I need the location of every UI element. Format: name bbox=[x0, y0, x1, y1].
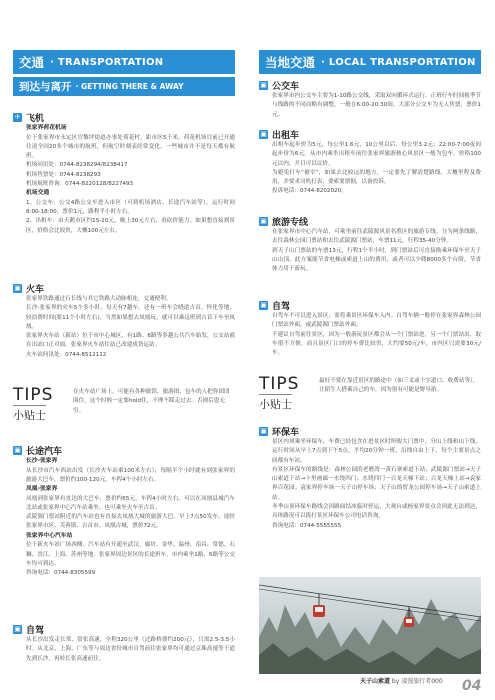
city-bus-title: 公交车 bbox=[272, 81, 300, 92]
left-column bbox=[13, 50, 235, 96]
photo-caption-title: 天子山索道 bbox=[360, 678, 391, 685]
tips-badge bbox=[13, 386, 73, 423]
tips-word: TIPS bbox=[259, 374, 300, 394]
local-drive-title: 自驾 bbox=[272, 301, 291, 312]
eco-bus-phone: 咨询电话：0744-5555555 bbox=[272, 522, 342, 529]
airport-phone-hotline: 机场航班咨询：0744-8220128/8227493 bbox=[26, 180, 134, 187]
tour-line-title: 旅游专线 bbox=[272, 217, 309, 228]
eco-bus-desc-3: 冬季山顶环保车路线会因路面结冰临时停运，大观台或杨家界景点会因此无法到达，具体路况可以拨打景区环保车公司电话咨询。 bbox=[272, 504, 481, 520]
photo-caption bbox=[360, 676, 443, 685]
subbanner-title-cn: 到达与离开 bbox=[19, 81, 72, 93]
taxi-desc-2: 为避免打车“被宰”，如果去比较远的地方，一定要先了解清楚路线、大概里程及费用，并要求司机打表，要索要票据，以备投诉。 bbox=[272, 169, 481, 186]
airport-name: 张家界荷花机场 bbox=[26, 125, 67, 131]
local-drive-desc-2: 不建议自驾前往景区，因为一般游玩景区都会从一个门票站进，另一个门票站出，取车很不方便。而且景区门口的停车费比较贵，大约要50元/车，市内区只需要30元/车。 bbox=[272, 331, 481, 357]
banner-title-en: · TRANSPORTATION bbox=[50, 56, 164, 68]
tips-cn: 小贴士 bbox=[13, 405, 46, 423]
train-icon: ▣ bbox=[14, 283, 21, 292]
local-drive-desc-1: 自驾车不可以进入景区，需将乘景区环保车入内。自驾车辆一般停在张家界森林公园门票站外面，或武陵源门票站外面。 bbox=[272, 313, 481, 329]
long-bus-section bbox=[13, 443, 235, 578]
route-fenghuang: 凤凰-张家界 bbox=[26, 486, 58, 493]
eco-bus-title: 环保车 bbox=[272, 427, 300, 438]
central-bus-phone: 咨询电话：0744-8305599 bbox=[26, 570, 96, 577]
tour-line-desc-1: 在张家界市中心汽车站，可乘坐前往武陵源风景名胜区的旅游专线。分为两条线路，去往森林公园门票站和去往武陵源门票站，车票11元，行程35-40分钟。 bbox=[272, 229, 481, 245]
flight-section bbox=[13, 110, 235, 236]
drive-section bbox=[13, 622, 235, 664]
transportation-banner bbox=[13, 50, 235, 74]
tour-line-section bbox=[259, 214, 481, 274]
flight-heading bbox=[13, 110, 235, 124]
right-column bbox=[259, 50, 481, 74]
tips-text: 在火车站广场上，可能有各种旅馆、旅游团、包车的人把你团团围住，这个时候一定要hold住，不理不睬走过去。否则后患无穷。 bbox=[73, 389, 230, 414]
eco-bus-desc-2: 有景区环保车的路线是：森林公园的老磨湾一黄石寨索道下站；武陵源门票站→天子山索道下站→十里画廊一水绕四门；水绕四门一百龙天梯下站；百龙天梯上站→袁家界百花园；袁家界停车场一天子山停车场；天子山的贺龙公园停车场→天子山索道上站。 bbox=[272, 466, 481, 501]
train-title: 火车 bbox=[26, 284, 45, 295]
flight-title: 飞机 bbox=[26, 113, 45, 124]
local-banner-cn: 当地交通 bbox=[265, 55, 316, 70]
eco-bus-desc-1: 景区内须乘坐环保车，车费已经包含在进景区时所购大门票中，分山上线和山下线，运行时间从早上7点到下午5点，平均20分钟一班，沿线自由上下，每个主要景点之间都有车站。 bbox=[272, 439, 481, 464]
subbanner-title-en: · GETTING THERE & AWAY bbox=[75, 82, 184, 91]
train-desc-1: 张家界铁路通过石长线与其它铁路大动脉相连，交通便利。 bbox=[26, 296, 172, 302]
airport-bus: 1、公交车：公交4路公交车进入市区（可到机场酒店、长途汽车站等），运行时间8:00-18:00，票价1元，路程半小时左右。 bbox=[26, 199, 235, 216]
taxi-complaint-phone: 投诉电话：0744-8202020。 bbox=[272, 188, 347, 195]
tour-line-desc-2: 到天子山门票站的车票13元，行程1个半小时，到门票站后可直接换乘环保车至天子山山顶。此方案能节省电梯或索道上山的费用，或者可以少爬8000多个台阶，节省体力用于游玩。 bbox=[272, 247, 481, 273]
eco-bus-heading bbox=[259, 424, 481, 438]
taxi-title: 出租车 bbox=[272, 130, 300, 141]
cable-car-photo bbox=[259, 577, 481, 674]
banner-title-cn: 交通 bbox=[19, 55, 45, 70]
route-wulingyuan-desc: 武陵源门票站附近的汽车站也有直接去凤凰大城的旅游大巴，早上7点50发车，途经张家界市区、芙蓉镇、吉首市、凤凰古城，票价72元。 bbox=[26, 514, 235, 530]
eco-bus-section bbox=[259, 424, 481, 531]
central-bus-station: 张家界中心汽车站 bbox=[26, 532, 73, 539]
airport-phone-ask: 机场问讯处：0744-8238294/8238417 bbox=[26, 162, 128, 169]
central-bus-desc: 位于新火车站广场西侧。汽车站有开通至武汉、廊坊、金华、温州、南昌、常德、石狮、晋江、上海、苏州等地。张家界周边景区的长途班车，市内乘坐1路、6路等公交车均可到达。 bbox=[26, 542, 235, 567]
airport-transport-title: 机场交通 bbox=[26, 190, 50, 197]
getting-there-banner bbox=[13, 77, 235, 96]
long-bus-heading bbox=[13, 443, 235, 457]
route-fenghuang-desc: 凤凰到张家界有直达的大巴车，票价约65元，车程4小时左右。可以在凤凰县城汽车北站或张家界中心汽车站乘坐。也可乘坐火车至吉首。 bbox=[26, 495, 235, 511]
drive-desc: 从长沙出发走长常、常张高速，全程320公里（过路桥费约200元），只需2.5-3.5小时。从北京、上海、广东等与周边省份城市自驾前往张家界均可通过京珠高速等干道先到长沙，再转长张高速前往。 bbox=[26, 637, 235, 662]
city-bus-heading bbox=[259, 78, 481, 92]
bus-icon: ▣ bbox=[14, 445, 21, 454]
local-transport-banner bbox=[259, 50, 481, 74]
city-bus-section bbox=[259, 78, 481, 120]
cable-car-illustration bbox=[259, 577, 481, 674]
car-icon: ▣ bbox=[14, 624, 21, 633]
eco-bus-icon: ▣ bbox=[260, 426, 267, 435]
taxi-section bbox=[259, 127, 481, 197]
drive-heading bbox=[13, 622, 235, 636]
train-heading bbox=[13, 281, 235, 295]
drive-title: 自驾 bbox=[26, 625, 45, 636]
car-icon: ▣ bbox=[260, 300, 267, 309]
taxi-icon: ▣ bbox=[260, 129, 267, 138]
long-bus-title: 长途汽车 bbox=[26, 446, 63, 457]
tour-line-heading bbox=[259, 214, 481, 228]
tips-badge bbox=[259, 375, 319, 412]
tips-word: TIPS bbox=[13, 385, 54, 405]
page-number: 04 bbox=[462, 678, 482, 694]
taxi-heading bbox=[259, 127, 481, 141]
plane-icon: ✈ bbox=[14, 112, 21, 121]
train-section bbox=[13, 281, 235, 360]
local-drive-section bbox=[259, 298, 481, 358]
tips-text: 最好不要在靠近景区的路途中（如三叉或十字道口、收费站等），让陌生人搭乘自己的车，因为很有可能是野导游。 bbox=[319, 378, 479, 394]
photo-caption-credit: by 凌漫旅行者000 bbox=[390, 678, 443, 685]
bus-icon: ▣ bbox=[260, 80, 267, 89]
taxi-desc-1: 出租车起步价为5元，每公里1.6元，10公里以后，每公里3.2元；22:00-7:00夜间起步价为6元。从市内乘坐出租车前往张家界旅游核心风景区一般为包车，价格100元以内，开目可以议价。 bbox=[272, 142, 481, 167]
tips-box-right bbox=[259, 375, 481, 412]
airport-taxi: 2、出租车：由天鹅市区约15-20元，晚上30元左右，看砍价能力。如果想直接到景区，价格会比较贵，大概100元左右。 bbox=[26, 218, 235, 234]
tips-cn: 小贴士 bbox=[259, 394, 292, 412]
city-bus-desc: 张家界市内公交车主要为1-10路公交线，采取双向循环式运行。正班行车时间视季节与线路的不同而略有调整，一般在6:00-20:30间。大部分公交车为无人售票，票价1元。 bbox=[272, 93, 481, 118]
local-drive-heading bbox=[259, 298, 481, 312]
train-phone: 火车站问讯处：0744-8512112 bbox=[26, 351, 107, 358]
airport-phone-ticket: 机场售票处：0744-8238293 bbox=[26, 171, 101, 178]
route-changsha-desc: 从长沙市汽车西站出发（长沙火车站乘100米左右），每隔半个小时就有到张家界的旅游大巴车，票价约100-120元，车程4个小时左右。 bbox=[26, 467, 235, 483]
route-changsha: 长沙-张家界 bbox=[26, 458, 58, 464]
tips-box-left bbox=[13, 386, 235, 423]
local-banner-en: · LOCAL TRANSPORTATION bbox=[321, 56, 476, 68]
route-icon: ▣ bbox=[260, 216, 267, 225]
train-desc-2: 长沙-张家界的火车5个多小时，每天有7趟车。还有一班车会晓道吉首、怀化等地，较浪费时间(要11个小时左右)，当然如果想去凤凰玩，就可以乘这班到吉首下车至凤凰。 bbox=[26, 305, 235, 330]
airport-desc: 位于张家界市永定区官黎坪街道办事处荷花村，距市区5千米。荷花机场目前已开通往返全国20多个城市的航班，但航空时刻表经常变化，一些城市并不是每天都有航班。 bbox=[26, 134, 235, 160]
train-desc-3: 张家界火车站（新站）位于市中心城区，有1路、6路等多趟公共汽车始发，公交站就在出站口正对面。张家界火车站往站已改建成货运站。 bbox=[26, 333, 235, 349]
